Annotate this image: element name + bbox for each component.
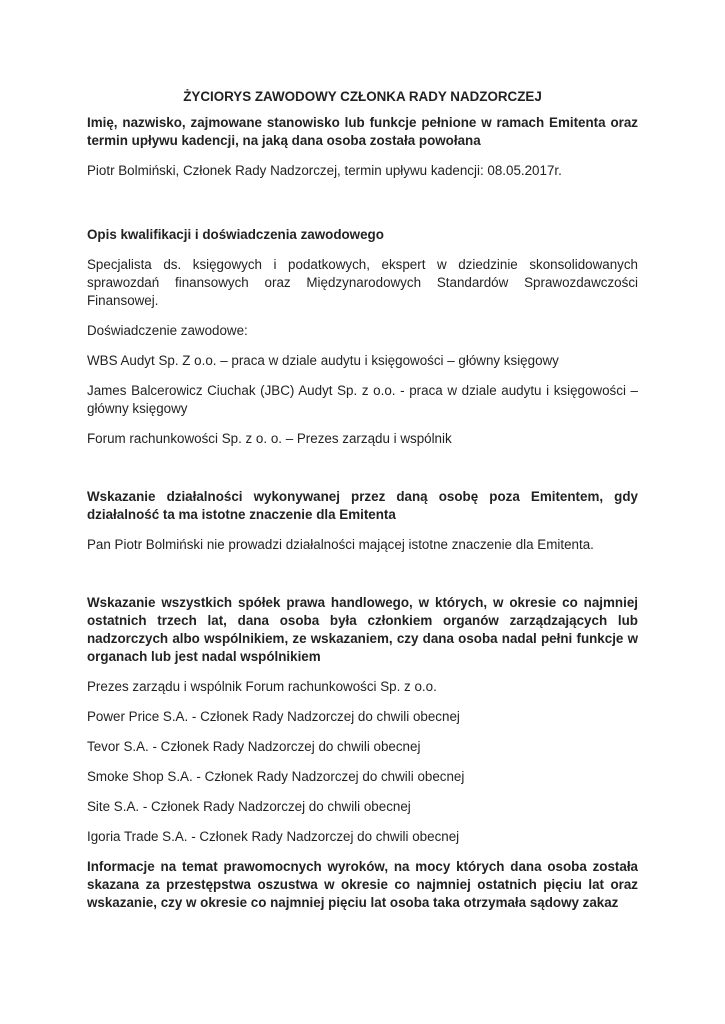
- company-item: Power Price S.A. - Członek Rady Nadzorczej do chwili obecnej: [87, 709, 460, 724]
- experience-item: James Balcerowicz Ciuchak (JBC) Audyt Sp. z o.o. - praca w dziale audytu i księgowości – główny księgowy: [87, 383, 638, 416]
- company-item: Site S.A. - Członek Rady Nadzorczej do chwili obecnej: [87, 799, 411, 814]
- document-body: [87, 114, 638, 912]
- company-item: Igoria Trade S.A. - Członek Rady Nadzorczej do chwili obecnej: [87, 829, 460, 844]
- section5-heading: Informacje na temat prawomocnych wyroków, na mocy których dana osoba została skazana za przestępstwa oszustwa w okresie co najmniej ostatnich pięciu lat oraz wskazanie, czy w okresie co najmniej pięciu lat osoba taka otrzymała sądowy zakaz: [87, 859, 638, 910]
- section2-text: Specjalista ds. księgowych i podatkowych, ekspert w dziedzinie skonsolidowanych sprawozdań finansowych oraz Międzynarodowych Standardów Sprawozdawczości Finansowej.: [87, 257, 638, 308]
- section1-text: Piotr Bolmiński, Członek Rady Nadzorczej, termin upływu kadencji: 08.05.2017r.: [87, 163, 562, 178]
- section1-heading: Imię, nazwisko, zajmowane stanowisko lub funkcje pełnione w ramach Emitenta oraz termin upływu kadencji, na jaką dana osoba została powołana: [87, 115, 638, 148]
- section4-heading: Wskazanie wszystkich spółek prawa handlowego, w których, w okresie co najmniej ostatnich trzech lat, dana osoba była członkiem organów zarządzających lub nadzorczych albo wspólnikiem, ze wskazaniem, czy dana osoba nadal pełni funkcje w organach lub jest nadal wspólnikiem: [87, 595, 638, 664]
- company-item: Smoke Shop S.A. - Członek Rady Nadzorczej do chwili obecnej: [87, 769, 465, 784]
- section2-heading: Opis kwalifikacji i doświadczenia zawodowego: [87, 227, 384, 242]
- section3-text: Pan Piotr Bolmiński nie prowadzi działalności mającej istotne znaczenie dla Emitenta.: [87, 537, 594, 552]
- section3-heading: Wskazanie działalności wykonywanej przez daną osobę poza Emitentem, gdy działalność ta ma istotne znaczenie dla Emitenta: [87, 489, 638, 522]
- experience-label: Doświadczenie zawodowe:: [87, 323, 248, 338]
- experience-item: WBS Audyt Sp. Z o.o. – praca w dziale audytu i księgowości – główny księgowy: [87, 353, 559, 368]
- document-title: ŻYCIORYS ZAWODOWY CZŁONKA RADY NADZORCZEJ: [183, 89, 542, 104]
- experience-item: Forum rachunkowości Sp. z o. o. – Prezes zarządu i wspólnik: [87, 431, 452, 446]
- company-item: Tevor S.A. - Członek Rady Nadzorczej do chwili obecnej: [87, 739, 421, 754]
- company-item: Prezes zarządu i wspólnik Forum rachunkowości Sp. z o.o.: [87, 679, 437, 694]
